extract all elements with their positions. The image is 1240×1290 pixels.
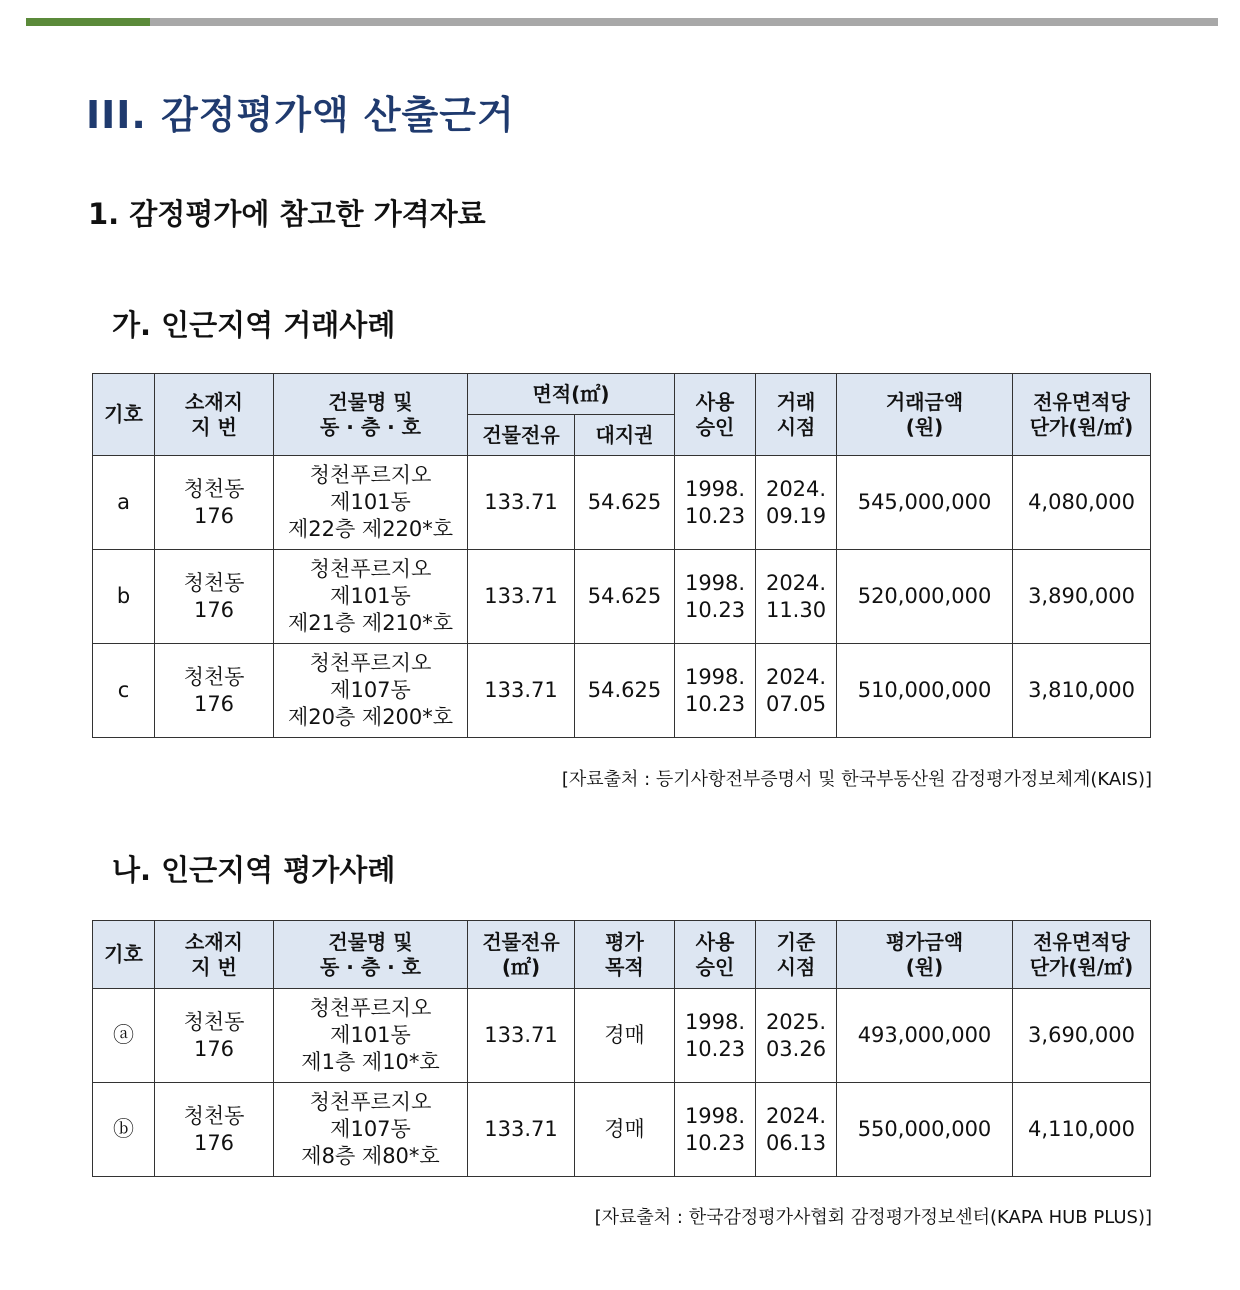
header-building: 건물명 및 동 · 층 · 호 <box>274 374 468 456</box>
header-amount: 거래금액 (원) <box>837 374 1013 456</box>
cell-building: 청천푸르지오 제101동 제1층 제10*호 <box>274 989 468 1083</box>
table-row <box>93 1083 1151 1177</box>
cell-unit-price: 4,080,000 <box>1013 456 1151 550</box>
cell-building: 청천푸르지오 제101동 제21층 제210*호 <box>274 550 468 644</box>
cell-location: 청천동 176 <box>155 1083 274 1177</box>
cell-amount: 493,000,000 <box>837 989 1013 1083</box>
header-approval: 사용 승인 <box>675 374 756 456</box>
cell-unit-price: 3,690,000 <box>1013 989 1151 1083</box>
header-unit-price: 전유면적당 단가(원/㎡) <box>1013 921 1151 989</box>
source-note-b: [자료출처 : 한국감정평가사협회 감정평가정보센터(KAPA HUB PLUS)] <box>594 1207 1152 1228</box>
table-row <box>93 456 1151 550</box>
cell-approval: 1998. 10.23 <box>675 989 756 1083</box>
cell-building: 청천푸르지오 제107동 제20층 제200*호 <box>274 644 468 738</box>
header-area-land: 대지권 <box>575 415 675 456</box>
cell-purpose: 경매 <box>575 1083 675 1177</box>
cell-amount: 545,000,000 <box>837 456 1013 550</box>
table-row <box>93 989 1151 1083</box>
cell-time: 2025. 03.26 <box>756 989 837 1083</box>
header-location: 소재지 지 번 <box>155 374 274 456</box>
sub-title: 1. 감정평가에 참고한 가격자료 <box>88 197 486 231</box>
cell-time: 2024. 11.30 <box>756 550 837 644</box>
cell-unit-price: 3,810,000 <box>1013 644 1151 738</box>
cell-location: 청천동 176 <box>155 989 274 1083</box>
cell-amount: 550,000,000 <box>837 1083 1013 1177</box>
cell-location: 청천동 176 <box>155 644 274 738</box>
cell-amount: 510,000,000 <box>837 644 1013 738</box>
cell-area-building: 133.71 <box>468 550 575 644</box>
cell-location: 청천동 176 <box>155 550 274 644</box>
header-approval: 사용 승인 <box>675 921 756 989</box>
cell-code: a <box>93 456 155 550</box>
header-building: 건물명 및 동 · 층 · 호 <box>274 921 468 989</box>
cell-code: c <box>93 644 155 738</box>
header-unit-price: 전유면적당 단가(원/㎡) <box>1013 374 1151 456</box>
cell-unit-price: 3,890,000 <box>1013 550 1151 644</box>
cell-code: b <box>93 550 155 644</box>
cell-location: 청천동 176 <box>155 456 274 550</box>
transaction-cases-table <box>92 373 1151 738</box>
table-row <box>93 644 1151 738</box>
header-amount: 평가금액 (원) <box>837 921 1013 989</box>
cell-area: 133.71 <box>468 1083 575 1177</box>
cell-area-building: 133.71 <box>468 456 575 550</box>
header-time: 기준 시점 <box>756 921 837 989</box>
cell-approval: 1998. 10.23 <box>675 644 756 738</box>
cell-area-land: 54.625 <box>575 550 675 644</box>
header-location: 소재지 지 번 <box>155 921 274 989</box>
header-area-building: 건물전유 <box>468 415 575 456</box>
top-rule <box>26 18 1218 26</box>
cell-unit-price: 4,110,000 <box>1013 1083 1151 1177</box>
cell-building: 청천푸르지오 제101동 제22층 제220*호 <box>274 456 468 550</box>
header-area: 면적(㎡) <box>468 374 675 415</box>
section-a-title: 가. 인근지역 거래사례 <box>112 308 396 342</box>
cell-time: 2024. 09.19 <box>756 456 837 550</box>
header-area: 건물전유 (㎡) <box>468 921 575 989</box>
appraisal-cases-table <box>92 920 1151 1177</box>
cell-approval: 1998. 10.23 <box>675 1083 756 1177</box>
cell-approval: 1998. 10.23 <box>675 550 756 644</box>
cell-area: 133.71 <box>468 989 575 1083</box>
cell-area-land: 54.625 <box>575 456 675 550</box>
cell-code: ⓑ <box>93 1083 155 1177</box>
cell-approval: 1998. 10.23 <box>675 456 756 550</box>
header-code: 기호 <box>93 374 155 456</box>
source-note-a: [자료출처 : 등기사항전부증명서 및 한국부동산원 감정평가정보체계(KAIS)] <box>561 769 1152 790</box>
cell-purpose: 경매 <box>575 989 675 1083</box>
cell-area-building: 133.71 <box>468 644 575 738</box>
cell-time: 2024. 07.05 <box>756 644 837 738</box>
cell-area-land: 54.625 <box>575 644 675 738</box>
top-rule-accent <box>26 18 150 26</box>
section-b-title: 나. 인근지역 평가사례 <box>112 853 396 887</box>
cell-building: 청천푸르지오 제107동 제8층 제80*호 <box>274 1083 468 1177</box>
cell-time: 2024. 06.13 <box>756 1083 837 1177</box>
header-code: 기호 <box>93 921 155 989</box>
table-row <box>93 550 1151 644</box>
cell-amount: 520,000,000 <box>837 550 1013 644</box>
header-time: 거래 시점 <box>756 374 837 456</box>
main-title: III. 감정평가액 산출근거 <box>86 93 515 137</box>
header-purpose: 평가 목적 <box>575 921 675 989</box>
cell-code: ⓐ <box>93 989 155 1083</box>
